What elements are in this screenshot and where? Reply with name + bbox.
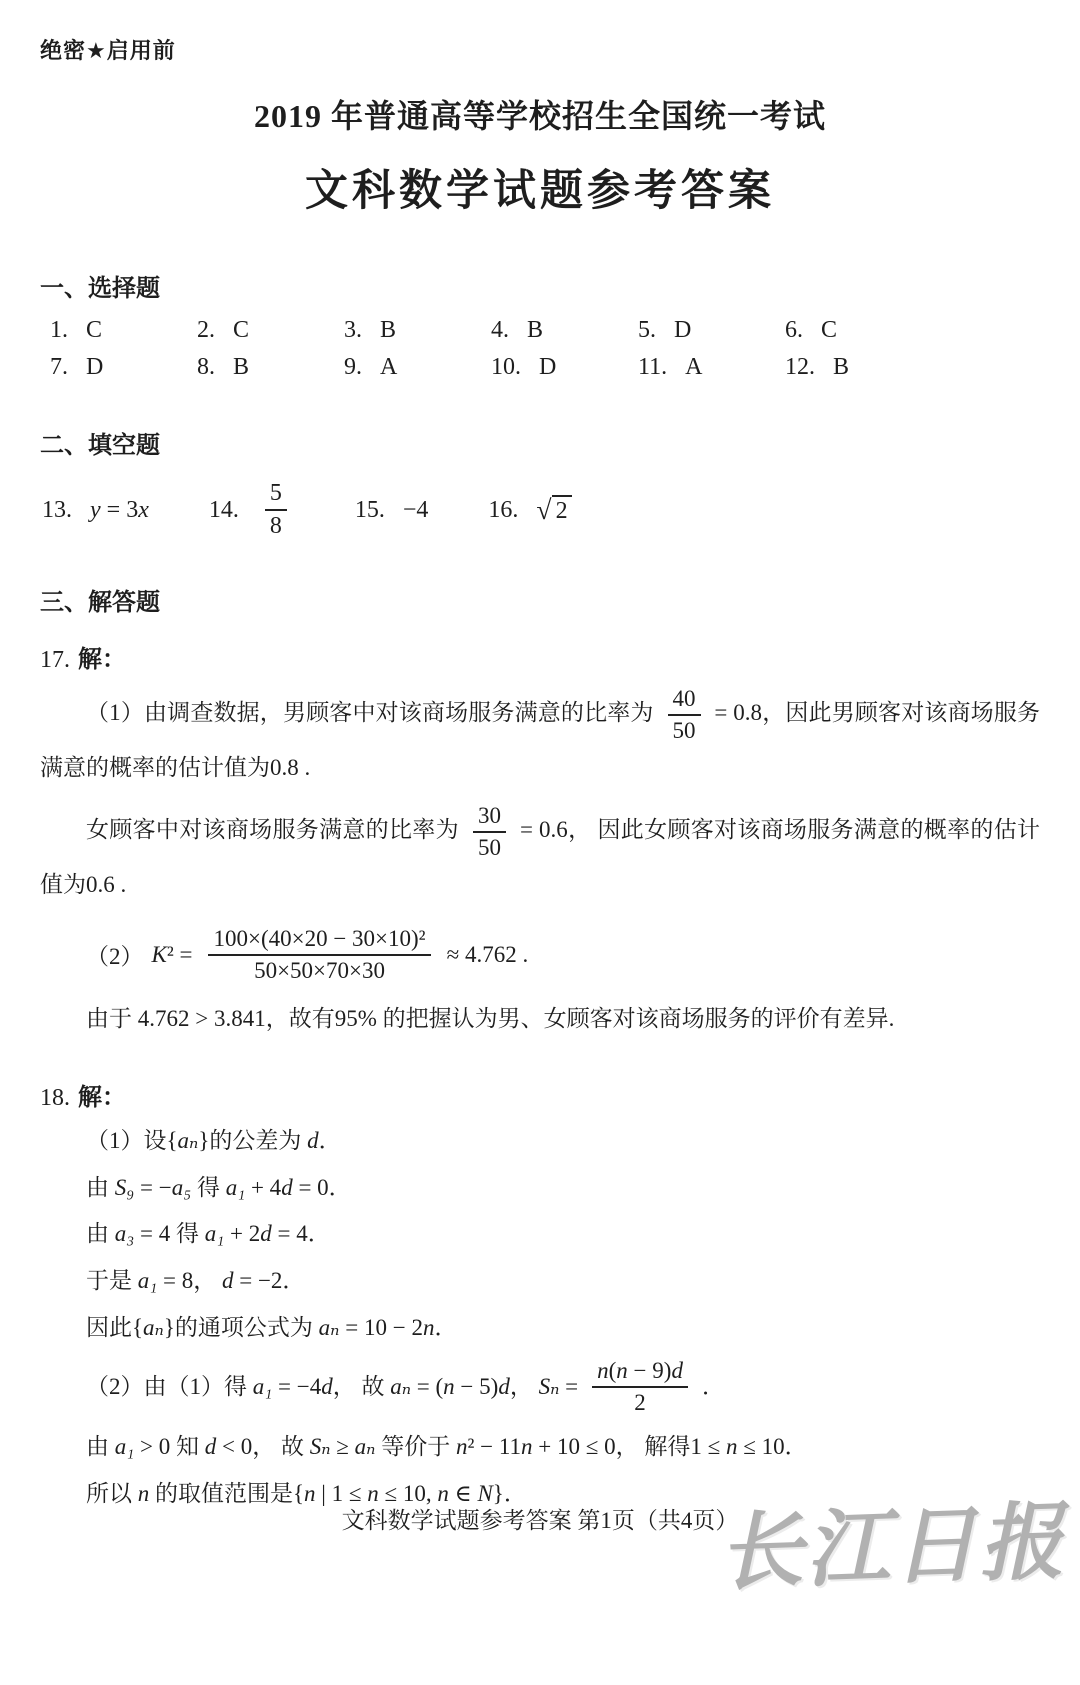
radical-sign: √: [536, 493, 552, 525]
q17-p3-lhs: K² =: [151, 941, 193, 967]
q17-p3-result: ≈ 4.762 .: [446, 941, 529, 967]
q18-line-6: [86, 1356, 1040, 1418]
section-heading-multiple-choice: 一、选择题: [40, 275, 160, 302]
choice-answer-2: [197, 317, 344, 344]
answer-number: 8.: [197, 354, 215, 380]
solve-label: 解：: [78, 1084, 126, 1112]
q18-header: [40, 1077, 1040, 1112]
answer-value: B: [380, 317, 397, 343]
q18-line6-pre: （2）由（1）得 a₁ = −4d， 故 aₙ = (n − 5)d， Sₙ =: [86, 1374, 579, 1400]
answer-number: 13.: [42, 496, 72, 523]
q17-p2-pre: 女顾客中对该商场服务满意的比率为: [86, 817, 459, 843]
q18-line-8: 所以 n 的取值范围是{n | 1 ≤ n ≤ 10, n ∈ N}．: [86, 1480, 527, 1506]
answer-value: C: [821, 317, 838, 343]
answer-value: −4: [402, 496, 429, 523]
q17-part2-formula: [86, 924, 1040, 986]
choice-answer-3: [344, 317, 491, 344]
square-root: [536, 495, 571, 526]
q17-p1-pre: （1）由调查数据，男顾客中对该商场服务满意的比率为: [86, 700, 654, 726]
q18-line-1: （1）设{aₙ}的公差为 d．: [86, 1128, 342, 1154]
section-heading-solutions: 三、解答题: [40, 589, 160, 617]
q18-line-5: 因此{aₙ}的通项公式为 aₙ = 10 − 2n．: [86, 1314, 458, 1340]
choice-answer-7: [50, 354, 197, 381]
q17-p1-post: = 0.8，因此男顾客对该商场服务满意的概率的估计值为0.8 .: [40, 700, 1041, 781]
answer-number: 3.: [344, 317, 362, 343]
answer-value: y = 3x: [90, 496, 149, 523]
fill-answer-15: [355, 497, 429, 524]
radicand: 2: [552, 495, 572, 526]
answer-number: 10.: [491, 354, 521, 380]
fraction: [208, 924, 430, 986]
answer-value: D: [86, 354, 104, 380]
choice-answer-4: [491, 317, 638, 344]
choice-answer-1: [50, 317, 197, 344]
fraction: [473, 801, 506, 863]
answer-number: 7.: [50, 354, 68, 380]
fraction: [668, 684, 701, 746]
section-heading-fill-in: 二、填空题: [40, 432, 160, 459]
q18-line-3: 由 a₃ = 4 得 a₁ + 2d = 4．: [86, 1221, 331, 1247]
choice-answer-5: [638, 317, 785, 344]
answer-value: D: [674, 317, 692, 343]
choice-answer-8: [197, 354, 344, 381]
answer-value: B: [833, 354, 850, 380]
fill-answer-16: [488, 495, 571, 526]
fraction-numerator: 30: [473, 801, 506, 833]
fill-in-answers: [42, 478, 1040, 542]
answer-value: B: [233, 354, 250, 380]
fraction-denominator: 8: [269, 513, 282, 540]
answer-value: A: [380, 354, 398, 380]
answer-number: 11.: [638, 354, 668, 380]
q17-conclusion: 由于 4.762 > 3.841，故有95% 的把握认为男、女顾客对该商场服务的评价有差异.: [86, 1006, 895, 1032]
q17-p2-post: = 0.6， 因此女顾客对该商场服务满意的概率的估计值为0.6 .: [40, 817, 1040, 897]
fraction-denominator: 2: [634, 1390, 646, 1416]
page-title: 2019 年普通高等学校招生全国统一考试: [253, 98, 826, 134]
page-subtitle: 文科数学试题参考答案: [305, 167, 775, 215]
q18-line-7: 由 a₁ > 0 知 d < 0， 故 Sₙ ≥ aₙ 等价于 n² − 11n + 10 ≤ 0， 解得1 ≤ n ≤ 10．: [86, 1434, 808, 1460]
answer-number: 16.: [488, 496, 519, 523]
q17-p3-marker: （2）: [86, 944, 144, 970]
answer-value: D: [539, 354, 557, 380]
question-number: 18.: [40, 1085, 70, 1112]
q17-part1-paragraph: [40, 684, 1040, 791]
fraction-numerator: 100×(40×20 − 30×10)²: [208, 924, 430, 956]
fraction: [265, 478, 287, 542]
q18-line-2: 由 S₉ = −a₅ 得 a₁ + 4d = 0．: [86, 1174, 352, 1200]
fill-answer-14: [209, 478, 295, 542]
choice-answer-11: [638, 354, 785, 381]
answer-number: 2.: [197, 317, 215, 343]
q18-line-4: 于是 a₁ = 8， d = −2．: [86, 1268, 306, 1294]
answer-number: 9.: [344, 354, 362, 380]
fraction: [592, 1356, 688, 1418]
watermark-changjiang-daily: 长江日报: [716, 1490, 1068, 1603]
page-footer: 文科数学试题参考答案 第1页（共4页）: [341, 1508, 739, 1533]
answer-value: B: [527, 317, 544, 343]
choice-answer-12: [785, 354, 932, 381]
question-number: 17.: [40, 647, 70, 674]
fill-answer-13: [42, 497, 149, 524]
fraction-denominator: 50×50×70×30: [254, 957, 385, 983]
fraction-denominator: 50: [477, 834, 501, 860]
fraction-numerator: 40: [668, 684, 701, 716]
answer-number: 14.: [208, 496, 239, 523]
multiple-choice-answers: [50, 317, 1040, 381]
answer-number: 15.: [354, 496, 385, 523]
answer-number: 12.: [785, 354, 815, 380]
answer-number: 5.: [638, 317, 656, 343]
q17-part1b-paragraph: [40, 801, 1040, 908]
choice-answer-9: [344, 354, 491, 381]
choice-answer-10: [491, 354, 638, 381]
answer-number: 4.: [491, 317, 509, 343]
answer-number: 1.: [50, 317, 68, 343]
fraction-denominator: 50: [672, 718, 696, 744]
answer-value: C: [86, 317, 103, 343]
q18-line6-post: ．: [701, 1374, 725, 1400]
answer-number: 6.: [785, 317, 803, 343]
choice-answer-6: [785, 317, 932, 344]
answer-value: A: [685, 354, 703, 380]
fraction-numerator: n(n − 9)d: [592, 1356, 688, 1388]
answer-value: C: [233, 317, 250, 343]
fraction-numerator: 5: [265, 478, 287, 511]
solve-label: 解：: [78, 646, 126, 674]
classification-banner: 绝密★启用前: [40, 38, 176, 63]
q17-header: [40, 639, 1040, 674]
